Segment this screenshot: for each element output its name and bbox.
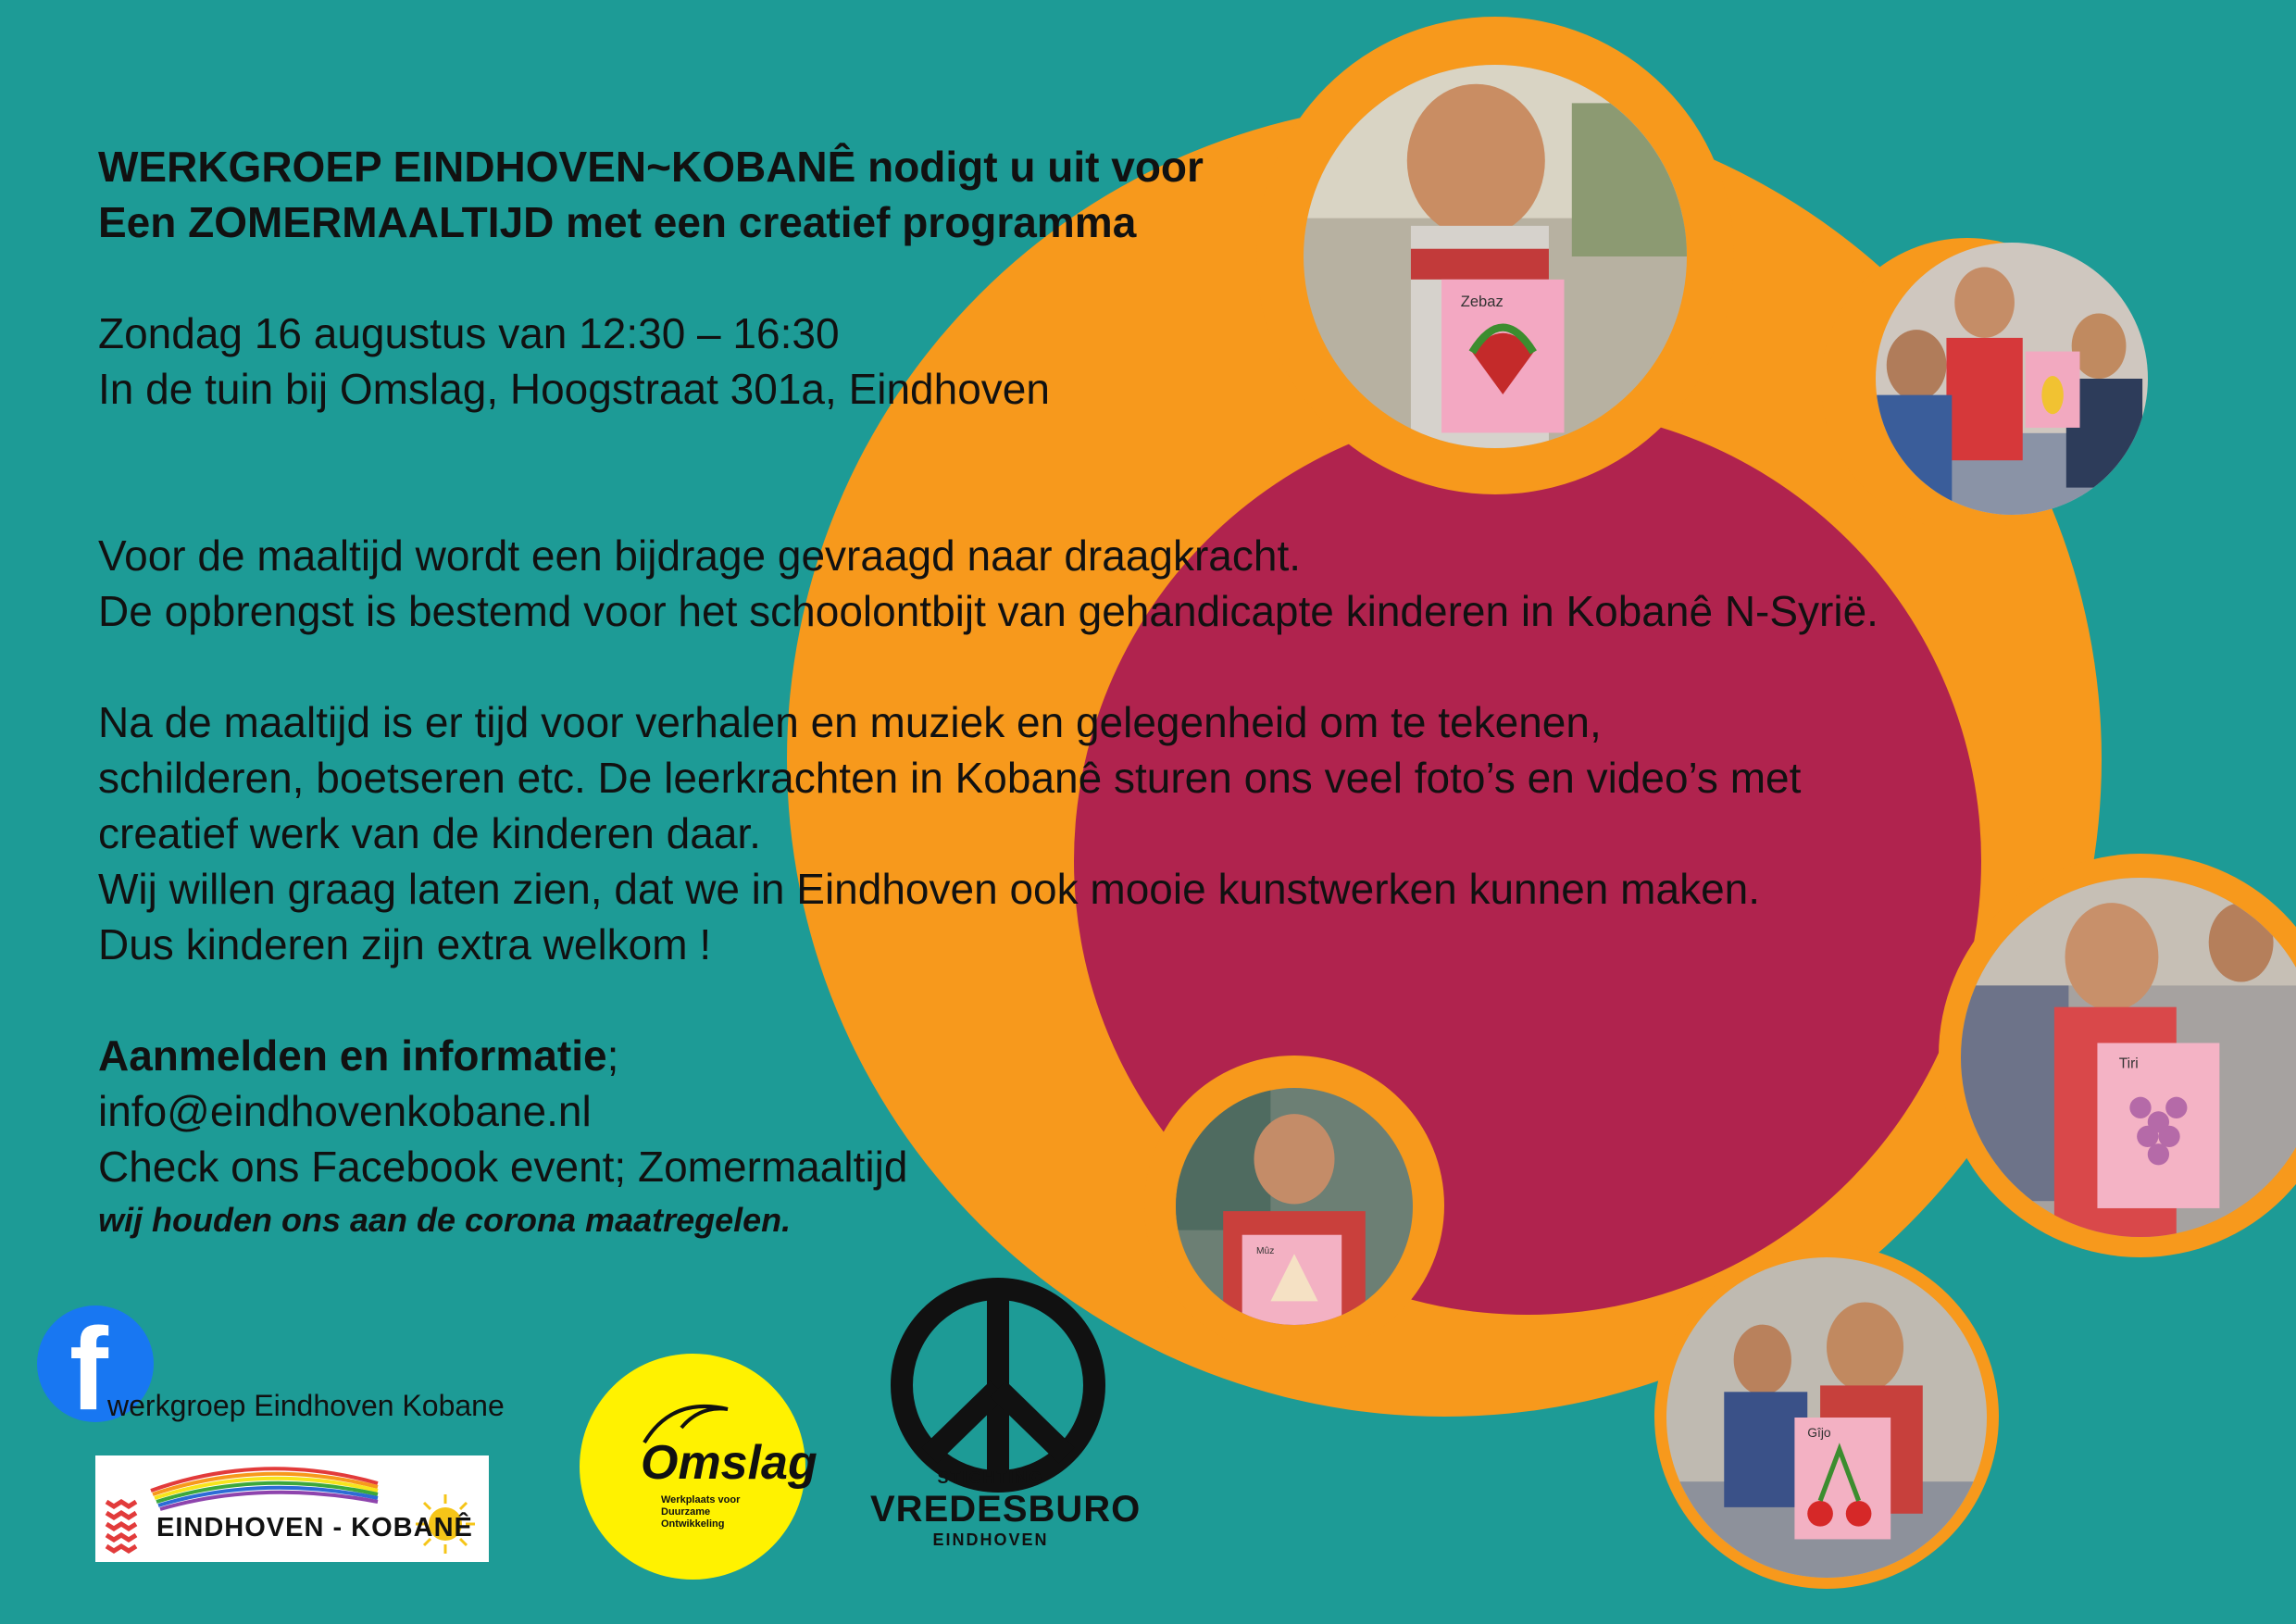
corona-note: wij houden ons aan de corona maatregelen. bbox=[98, 1201, 792, 1239]
facebook-event-line: Check ons Facebook event; Zomermaaltijd bbox=[98, 1143, 908, 1191]
meal-line-1: Voor de maaltijd wordt een bijdrage gevraagd naar draagkracht. bbox=[98, 531, 1302, 580]
vredesburo-logo bbox=[870, 1468, 1142, 1550]
email-link[interactable]: info@eindhovenkobane.nl bbox=[98, 1087, 592, 1135]
signup-line bbox=[98, 1028, 2042, 1083]
location-line: In de tuin bij Omslag, Hoogstraat 301a, Eindhoven bbox=[98, 365, 1050, 413]
photo-child-cherries bbox=[1666, 1257, 1987, 1578]
date-line: Zondag 16 augustus van 12:30 – 16:30 bbox=[98, 309, 840, 357]
vredesburo-line-2: VREDESBURO bbox=[870, 1489, 1142, 1530]
omslag-title: Omslag bbox=[641, 1436, 817, 1490]
program-line-4: Wij willen graag laten zien, dat we in Eindhoven ook mooie kunstwerken kunnen maken. bbox=[98, 865, 1761, 913]
facebook-caption: werkgroep Eindhoven Kobane bbox=[107, 1389, 505, 1422]
program-line-1: Na de maaltijd is er tijd voor verhalen en muziek en gelegenheid om te tekenen, bbox=[98, 698, 1602, 746]
program-line-3: creatief werk van de kinderen daar. bbox=[98, 809, 761, 857]
card-label-1: Zebaz bbox=[1460, 292, 1504, 310]
facebook-letter: f bbox=[69, 1304, 108, 1434]
heading-line-2: Een ZOMERMAALTIJD met een creatief programma bbox=[98, 198, 1137, 246]
rainbow-icon bbox=[95, 1455, 489, 1562]
signup-suffix: ; bbox=[606, 1031, 619, 1080]
vredesburo-line-1: STICHTING bbox=[937, 1468, 1044, 1487]
program-line-5: Dus kinderen zijn extra welkom ! bbox=[98, 920, 712, 968]
heading-line-1: WERKGROEP EINDHOVEN~KOBANÊ nodigt u uit voor bbox=[98, 143, 1204, 191]
omslag-subtitle: Werkplaats voor Duurzame Ontwikkeling bbox=[661, 1494, 741, 1530]
card-label-5: Gîjo bbox=[1807, 1424, 1831, 1440]
omslag-logo bbox=[580, 1354, 817, 1580]
invitation-text bbox=[98, 139, 2042, 1246]
signup-heading: Aanmelden en informatie bbox=[98, 1031, 607, 1080]
program-line-2: schilderen, boetseren etc. De leerkrachten in Kobanê sturen ons veel foto’s en video’s met bbox=[98, 754, 1802, 802]
meal-line-2: De opbrengst is bestemd voor het schoolontbijt van gehandicapte kinderen in Kobanê N-Syrië. bbox=[98, 587, 1878, 635]
eindhoven-kobane-logo bbox=[95, 1455, 489, 1562]
peace-sign-icon bbox=[887, 1274, 1109, 1496]
card-label-3: Tiri bbox=[2118, 1056, 2139, 1072]
card-label-4: Mûz bbox=[1256, 1246, 1275, 1257]
eindhoven-kobane-logo-text: EINDHOVEN - KOBANÊ bbox=[156, 1513, 473, 1543]
vredesburo-line-3: EINDHOVEN bbox=[932, 1530, 1049, 1549]
